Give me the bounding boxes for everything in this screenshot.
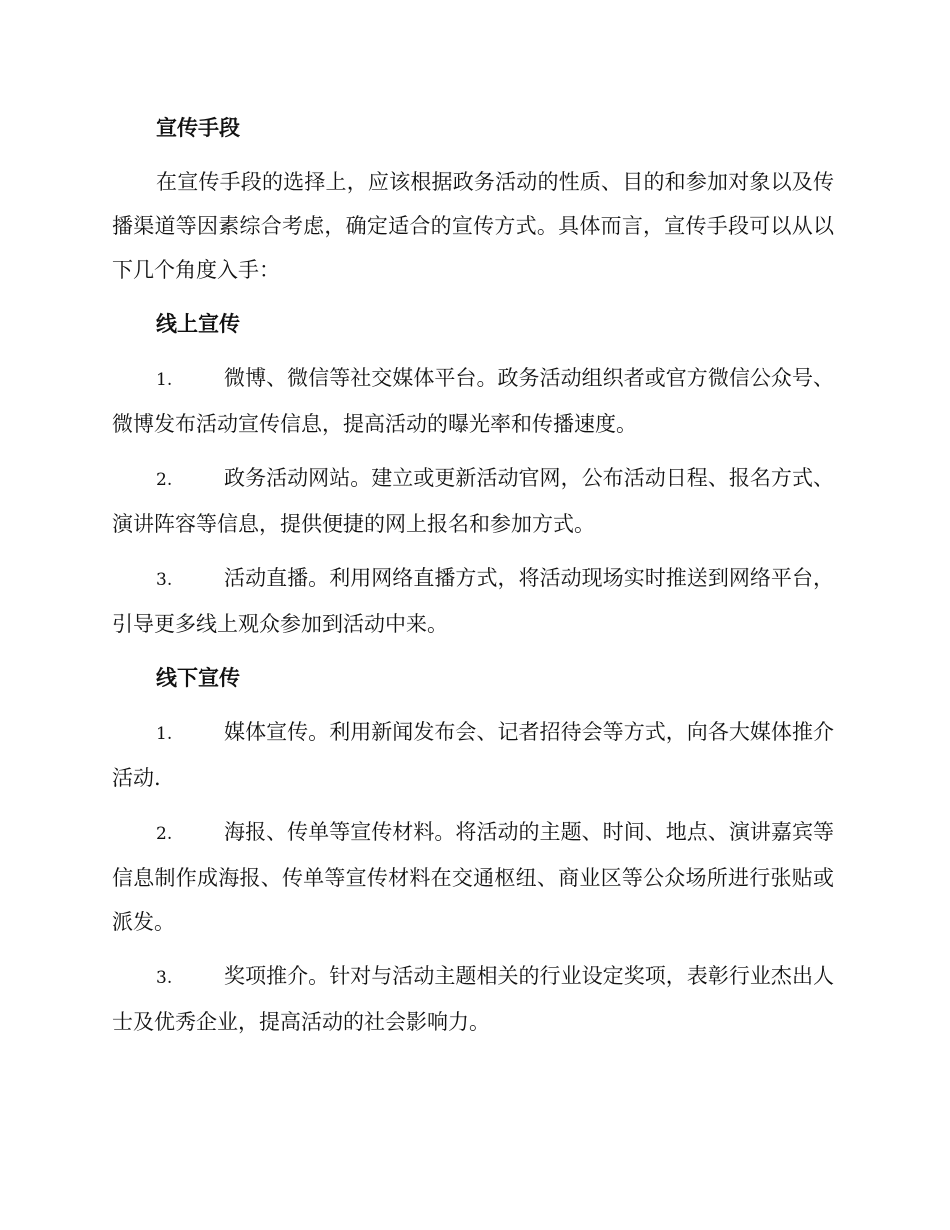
list-item	[112, 356, 834, 446]
section-heading-online: 线上宣传	[156, 312, 240, 336]
list-item-text: 微博、微信等社交媒体平台。政务活动组织者或官方微信公众号、微博发布活动宣传信息，提高活动的曝光率和传播速度。	[112, 366, 834, 436]
intro-paragraph: 在宣传手段的选择上，应该根据政务活动的性质、目的和参加对象以及传播渠道等因素综合考虑，确定适合的宣传方式。具体而言，宣传手段可以从以下几个角度入手：	[112, 170, 834, 282]
list-number: 3.	[156, 968, 173, 988]
document-body	[112, 106, 834, 1054]
list-item	[112, 710, 834, 800]
list-item-text: 奖项推介。针对与活动主题相关的行业设定奖项，表彰行业杰出人士及优秀企业，提高活动的社会影响力。	[112, 964, 834, 1034]
list-item	[112, 810, 834, 944]
list-number: 2.	[156, 824, 173, 844]
list-item	[112, 954, 834, 1044]
list-item-text: 媒体宣传。利用新闻发布会、记者招待会等方式，向各大媒体推介活动.	[112, 720, 834, 790]
list-item	[112, 556, 834, 646]
list-item-text: 政务活动网站。建立或更新活动官网，公布活动日程、报名方式、演讲阵容等信息，提供便捷的网上报名和参加方式。	[112, 466, 834, 536]
list-item	[112, 456, 834, 546]
list-number: 2.	[156, 470, 173, 490]
section-heading-publicity-means: 宣传手段	[156, 116, 240, 140]
list-number: 1.	[156, 370, 173, 390]
list-number: 1.	[156, 724, 173, 744]
list-item-text: 海报、传单等宣传材料。将活动的主题、时间、地点、演讲嘉宾等信息制作成海报、传单等宣传材料在交通枢纽、商业区等公众场所进行张贴或派发。	[112, 820, 834, 934]
list-item-text: 活动直播。利用网络直播方式，将活动现场实时推送到网络平台，引导更多线上观众参加到活动中来。	[112, 566, 834, 636]
section-heading-offline: 线下宣传	[156, 666, 240, 690]
list-number: 3.	[156, 570, 173, 590]
